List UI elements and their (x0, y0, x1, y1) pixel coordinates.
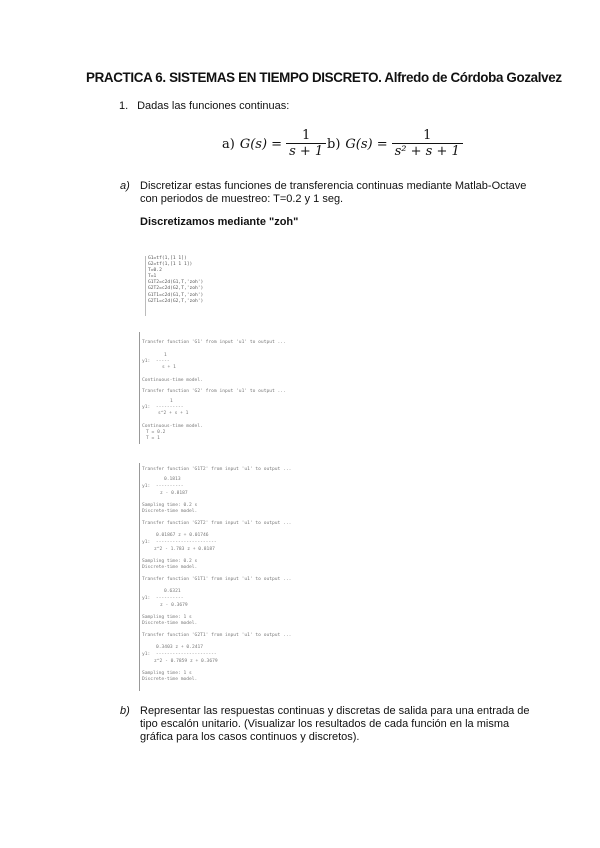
output-line: y1: ---------- (142, 596, 184, 601)
output-line: y1: ----- (142, 359, 170, 364)
output-screenshot-discrete (139, 463, 311, 691)
code-line: T=1 (148, 274, 157, 280)
output-line: 1 (170, 399, 173, 404)
code-line: G2T1=c2d(G2,T,'zoh') (148, 298, 204, 304)
formula-a-lhs: G(s) = (239, 136, 283, 152)
code-line: G1T1=c2d(G1,T,'zoh') (148, 292, 204, 298)
output-line: z - 0.8187 (160, 491, 188, 496)
output-line: Transfer function 'G1T1' from input 'u1' to output ... (142, 577, 292, 582)
formula-b-fraction (392, 128, 463, 160)
code-line: G2T2=c2d(G2,T,'zoh') (148, 286, 204, 292)
output-line: y1: ---------- (142, 484, 184, 489)
subitem-a-letter: a) (120, 180, 130, 192)
output-line: y1: ---------------------- (142, 540, 217, 545)
code-line: G1=tf(1,[1 1]) (148, 256, 187, 261)
subitem-a (120, 180, 540, 206)
output-line: Continuous-time model. (142, 378, 203, 383)
formula-b (327, 128, 463, 160)
output-line: 0.1813 (164, 477, 181, 482)
output-line: Transfer function 'G2T1' from input 'u1' to output ... (142, 633, 292, 638)
output-line: 0.01867 z + 0.01746 (156, 533, 209, 538)
output-line: s^2 + s + 1 (158, 411, 189, 416)
output-line: Discrete-time model. (142, 677, 198, 682)
subitem-b (120, 705, 540, 744)
output-line: 0.6321 (164, 589, 181, 594)
output-line: y1: ---------------------- (142, 652, 217, 657)
code-block (148, 256, 203, 305)
page-title: PRACTICA 6. SISTEMAS EN TIEMPO DISCRETO. Alfredo de Córdoba Gozalvez (86, 70, 562, 85)
output-line: T = 1 (146, 436, 160, 441)
output-line: Sampling time: 0.2 s (142, 559, 198, 564)
formula-b-label: b) (327, 136, 341, 152)
output-screenshot-continuous (139, 332, 311, 444)
code-line: G2=tf(1,[1 1 1]) (148, 262, 193, 268)
output-line: Sampling time: 1 s (142, 615, 192, 620)
list-item-text: Dadas las funciones continuas: (137, 100, 290, 112)
output-line: 1 (164, 353, 167, 358)
code-line: T=0.2 (148, 268, 162, 274)
output-line: T = 0.2 (146, 430, 166, 435)
output-line: Sampling time: 1 s (142, 671, 192, 676)
code-line: G1T2=c2d(G1,T,'zoh') (148, 280, 204, 286)
output-line: Transfer function 'G2' from input 'u1' to output ... (142, 389, 286, 394)
subitem-b-letter: b) (120, 705, 130, 717)
output-line: Transfer function 'G1T2' from input 'u1' to output ... (142, 467, 292, 472)
output-line: Discrete-time model. (142, 565, 198, 570)
formula-b-denominator: s² + s + 1 (392, 143, 463, 160)
formula-a-denominator: s + 1 (286, 143, 326, 160)
formula-a-fraction (286, 128, 326, 160)
formula-a-label: a) (222, 136, 235, 152)
list-item-1 (119, 100, 289, 112)
output-line: 0.3403 z + 0.2417 (156, 645, 204, 650)
formula-a-numerator: 1 (301, 128, 311, 143)
output-line: Transfer function 'G1' from input 'u1' to output ... (142, 340, 286, 345)
output-line: z - 0.3679 (160, 603, 188, 608)
output-line: s + 1 (162, 365, 176, 370)
subitem-a-text: Discretizar estas funciones de transferencia continuas mediante Matlab-Octave con periodos de muestreo: T=0.2 y 1 seg. (140, 180, 527, 205)
code-screenshot (145, 254, 255, 318)
output-line: z^2 - 1.783 z + 0.8187 (154, 547, 215, 552)
output-line: Discrete-time model. (142, 621, 198, 626)
list-number: 1. (119, 100, 129, 112)
output-line: Discrete-time model. (142, 509, 198, 514)
formula-b-lhs: G(s) = (345, 136, 388, 152)
output-line: Sampling time: 0.2 s (142, 503, 198, 508)
method-heading: Discretizamos mediante "zoh" (140, 216, 299, 228)
output-line: y1: ---------- (142, 405, 184, 410)
output-line: Continuous-time model. (142, 424, 203, 429)
subitem-b-text: Representar las respuestas continuas y discretas de salida para una entrada de tipo escalón unitario. (Visualizar los resultados de cada función en la misma gráfica para los casos continuos y discretos). (140, 705, 530, 743)
output-line: z^2 - 0.7859 z + 0.3679 (154, 659, 218, 664)
output-line: Transfer function 'G2T2' from input 'u1' to output ... (142, 521, 292, 526)
formula-a (222, 128, 326, 160)
formula-b-numerator: 1 (423, 128, 432, 143)
